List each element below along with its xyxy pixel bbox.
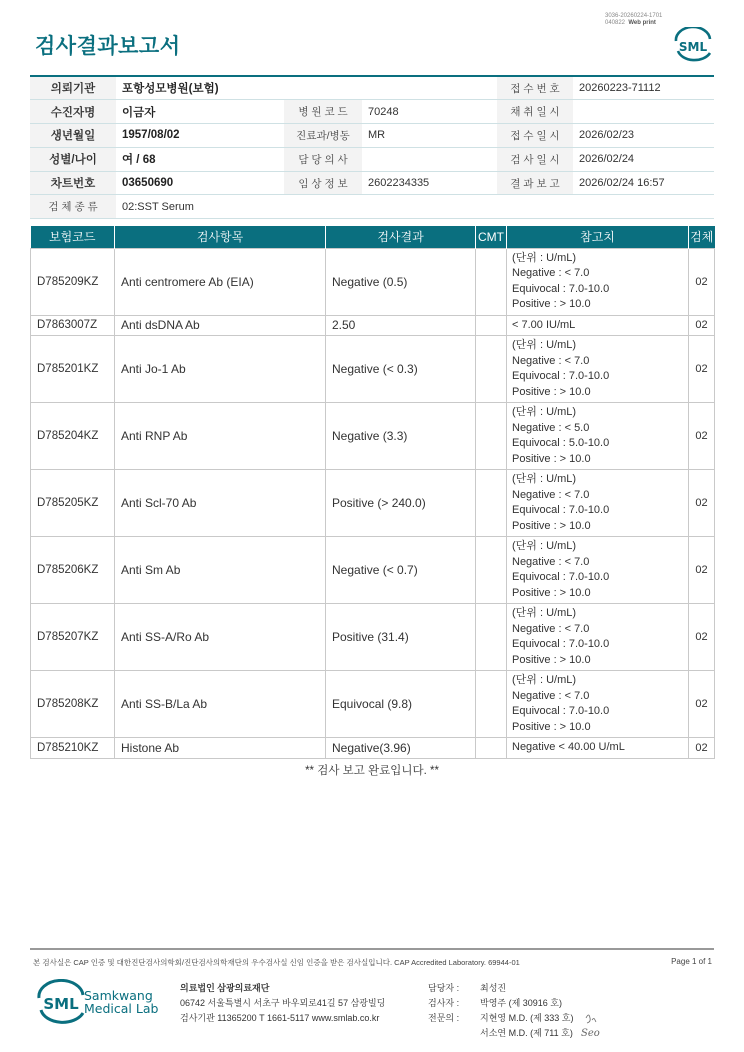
reference-line: Negative : < 5.0 — [512, 421, 590, 434]
info-label: 성별/나이 — [30, 147, 116, 171]
page-title: 검사결과보고서 — [35, 34, 181, 58]
test-item-cell: Anti RNP Ab — [115, 403, 326, 470]
table-row — [31, 248, 715, 315]
staff-role: 전문의 : — [428, 1013, 460, 1023]
table-row — [31, 470, 715, 537]
cmt-cell — [476, 738, 507, 759]
reference-line: Positive : > 10.0 — [512, 586, 591, 599]
footer-divider — [30, 948, 714, 950]
reference-cell — [507, 738, 689, 759]
info-label: 담 당 의 사 — [284, 147, 362, 171]
info-label: 결 과 보 고 — [497, 171, 573, 195]
reference-cell — [507, 248, 689, 315]
samkwang-logo-icon — [36, 979, 86, 1025]
signature-icon — [578, 1008, 612, 1042]
staff-name: 서소연 M.D. (제 711 호) — [480, 1028, 573, 1038]
reference-cell — [507, 470, 689, 537]
header-cmt: CMT — [476, 226, 507, 248]
info-value: 여 / 68 — [116, 147, 284, 171]
staff-list — [428, 981, 573, 1041]
insurance-code-cell: D7863007Z — [31, 315, 115, 336]
staff-row — [428, 981, 573, 996]
reference-line: (단위 : U/mL) — [512, 674, 577, 686]
info-label: 접 수 번 호 — [497, 76, 573, 100]
header-test-result: 검사결과 — [326, 226, 476, 248]
reference-line: (단위 : U/mL) — [512, 339, 577, 351]
info-label: 차트번호 — [30, 171, 116, 195]
reference-line: Positive : > 10.0 — [512, 653, 591, 666]
test-item-cell: Anti centromere Ab (EIA) — [115, 248, 326, 315]
test-result-cell: 2.50 — [326, 315, 476, 336]
specimen-cell: 02 — [689, 470, 715, 537]
cmt-cell — [476, 315, 507, 336]
reference-line: Negative : < 7.0 — [512, 488, 590, 501]
test-result-cell: Negative (0.5) — [326, 248, 476, 315]
print-sub: 040822 — [605, 20, 626, 26]
reference-line: Negative : < 7.0 — [512, 267, 590, 279]
reference-line: Positive : > 10.0 — [512, 720, 591, 733]
test-result-cell: Positive (> 240.0) — [326, 470, 476, 537]
results-body — [31, 248, 715, 758]
test-item-cell: Anti SS-B/La Ab — [115, 671, 326, 738]
specimen-cell: 02 — [689, 738, 715, 759]
info-value — [362, 147, 497, 171]
test-item-cell: Anti Jo-1 Ab — [115, 336, 326, 403]
insurance-code-cell: D785201KZ — [31, 336, 115, 403]
reference-line: (단위 : U/mL) — [512, 251, 577, 264]
header-insurance-code: 보험코드 — [31, 226, 115, 248]
test-item-cell: Anti Sm Ab — [115, 537, 326, 604]
table-row — [31, 336, 715, 403]
table-row — [31, 315, 715, 336]
reference-line: (단위 : U/mL) — [512, 406, 577, 418]
insurance-code-cell: D785209KZ — [31, 248, 115, 315]
info-label: 의뢰기관 — [30, 76, 116, 100]
specimen-cell: 02 — [689, 537, 715, 604]
table-row — [31, 738, 715, 759]
header-test-item: 검사항목 — [115, 226, 326, 248]
test-result-cell: Negative (3.3) — [326, 403, 476, 470]
reference-cell — [507, 315, 689, 336]
table-row — [31, 671, 715, 738]
print-code: 3036-20260224-1701 — [605, 13, 663, 19]
insurance-code-cell: D785208KZ — [31, 671, 115, 738]
staff-row — [428, 1026, 573, 1041]
reference-line: Equivocal : 7.0-10.0 — [512, 571, 610, 583]
reference-line: (단위 : U/mL) — [512, 540, 577, 552]
test-result-cell: Negative (< 0.3) — [326, 336, 476, 403]
staff-name: 박영주 (제 30916 호) — [480, 998, 562, 1008]
cmt-cell — [476, 336, 507, 403]
test-item-cell: Anti Scl-70 Ab — [115, 470, 326, 537]
reference-cell — [507, 403, 689, 470]
cmt-cell — [476, 604, 507, 671]
lab-name-line1: Samkwang — [84, 988, 153, 1003]
info-row — [30, 124, 714, 148]
info-value: 03650690 — [116, 171, 284, 195]
certification-text: 본 검사실은 CAP 인증 및 대한진단검사의학회/진단검사의학재단의 우수검사실 신임 인증을 받은 검사실입니다. CAP Accredited Laboratory. 69944-01 — [33, 958, 520, 967]
info-label: 접 수 일 시 — [497, 124, 573, 148]
table-row — [31, 403, 715, 470]
org-name: 의료법인 삼광의료재단 — [180, 983, 270, 993]
cmt-cell — [476, 470, 507, 537]
reference-line: Equivocal : 5.0-10.0 — [512, 437, 610, 449]
specimen-cell: 02 — [689, 248, 715, 315]
staff-name: 최성진 — [480, 983, 507, 993]
info-value: 02:SST Serum — [116, 195, 714, 219]
test-result-cell: Negative(3.96) — [326, 738, 476, 759]
test-result-cell: Negative (< 0.7) — [326, 537, 476, 604]
info-row — [30, 76, 714, 100]
insurance-code-cell: D785206KZ — [31, 537, 115, 604]
samkwang-logo-text: SML — [43, 995, 79, 1013]
results-table — [30, 226, 715, 759]
header-specimen: 검체 — [689, 226, 715, 248]
info-value: 포항성모병원(보험) — [116, 76, 497, 100]
org-address: 06742 서울특별시 서초구 바우뫼로41길 57 삼광빌딩 — [180, 998, 386, 1008]
test-result-cell: Positive (31.4) — [326, 604, 476, 671]
staff-row — [428, 996, 573, 1011]
info-row — [30, 195, 714, 219]
reference-line: (단위 : U/mL) — [512, 607, 577, 619]
info-value: 20260223-71112 — [573, 76, 714, 100]
insurance-code-cell: D785205KZ — [31, 470, 115, 537]
org-contact: 검사기관 11365200 T 1661-5117 www.smlab.co.kr — [180, 1013, 380, 1023]
test-item-cell: Anti dsDNA Ab — [115, 315, 326, 336]
lab-name — [84, 989, 158, 1015]
staff-role: 검사자 : — [428, 998, 460, 1008]
reference-line: Equivocal : 7.0-10.0 — [512, 370, 610, 382]
lab-name-line2: Medical Lab — [84, 1001, 159, 1016]
info-label: 임 상 정 보 — [284, 171, 362, 195]
reference-line: Positive : > 10.0 — [512, 385, 591, 398]
info-row — [30, 171, 714, 195]
results-header-row — [31, 226, 715, 248]
test-item-cell: Histone Ab — [115, 738, 326, 759]
info-value: 2026/02/24 — [573, 147, 714, 171]
info-label: 진료과/병동 — [284, 124, 362, 148]
table-row — [31, 537, 715, 604]
specimen-cell: 02 — [689, 671, 715, 738]
page-number: Page 1 of 1 — [671, 957, 712, 966]
reference-line: Negative : < 7.0 — [512, 555, 590, 568]
signature-text: Seo — [581, 1028, 600, 1039]
cmt-cell — [476, 671, 507, 738]
print-id — [605, 13, 662, 27]
info-label: 병 원 코 드 — [284, 100, 362, 124]
info-value: 이금자 — [116, 100, 284, 124]
specimen-cell: 02 — [689, 604, 715, 671]
table-row — [31, 604, 715, 671]
cmt-cell — [476, 537, 507, 604]
reference-line: Equivocal : 7.0-10.0 — [512, 282, 610, 295]
test-result-cell: Equivocal (9.8) — [326, 671, 476, 738]
info-label: 검 사 일 시 — [497, 147, 573, 171]
org-info — [180, 981, 385, 1026]
header-reference: 참고치 — [507, 226, 689, 248]
reference-line: Positive : > 10.0 — [512, 298, 591, 310]
info-label: 생년월일 — [30, 124, 116, 148]
sml-logo-icon — [672, 27, 714, 63]
info-value: 2026/02/23 — [573, 124, 714, 148]
test-item-cell: Anti SS-A/Ro Ab — [115, 604, 326, 671]
reference-line: < 7.00 IU/mL — [512, 318, 576, 331]
staff-row — [428, 1011, 573, 1026]
info-value: 1957/08/02 — [116, 124, 284, 148]
completion-note: ** 검사 보고 완료입니다. ** — [305, 765, 439, 777]
reference-cell — [507, 336, 689, 403]
info-value: MR — [362, 124, 497, 148]
print-label: Web print — [628, 20, 656, 26]
info-value: 2602234335 — [362, 171, 497, 195]
reference-line: Positive : > 10.0 — [512, 519, 591, 532]
reference-line: Negative < 40.00 U/mL — [512, 741, 625, 753]
staff-name: 지현영 M.D. (제 333 호) — [480, 1013, 574, 1023]
patient-info-table — [30, 75, 714, 219]
staff-role: 담당자 : — [428, 983, 460, 993]
reference-line: Negative : < 7.0 — [512, 354, 590, 367]
sml-logo-text: SML — [678, 40, 708, 54]
info-row — [30, 147, 714, 171]
reference-line: (단위 : U/mL) — [512, 473, 577, 485]
reference-cell — [507, 537, 689, 604]
info-label: 검 체 종 류 — [30, 195, 116, 219]
reference-line: Equivocal : 7.0-10.0 — [512, 504, 610, 516]
reference-line: Equivocal : 7.0-10.0 — [512, 705, 610, 717]
info-value — [573, 100, 714, 124]
specimen-cell: 02 — [689, 315, 715, 336]
reference-line: Equivocal : 7.0-10.0 — [512, 638, 610, 650]
info-label: 채 취 일 시 — [497, 100, 573, 124]
info-label: 수진자명 — [30, 100, 116, 124]
insurance-code-cell: D785207KZ — [31, 604, 115, 671]
info-row — [30, 100, 714, 124]
cmt-cell — [476, 403, 507, 470]
info-value: 2026/02/24 16:57 — [573, 171, 714, 195]
reference-cell — [507, 671, 689, 738]
reference-cell — [507, 604, 689, 671]
specimen-cell: 02 — [689, 403, 715, 470]
reference-line: Negative : < 7.0 — [512, 622, 590, 635]
insurance-code-cell: D785210KZ — [31, 738, 115, 759]
reference-line: Positive : > 10.0 — [512, 452, 591, 465]
insurance-code-cell: D785204KZ — [31, 403, 115, 470]
reference-line: Negative : < 7.0 — [512, 689, 590, 702]
cmt-cell — [476, 248, 507, 315]
specimen-cell: 02 — [689, 336, 715, 403]
info-value: 70248 — [362, 100, 497, 124]
